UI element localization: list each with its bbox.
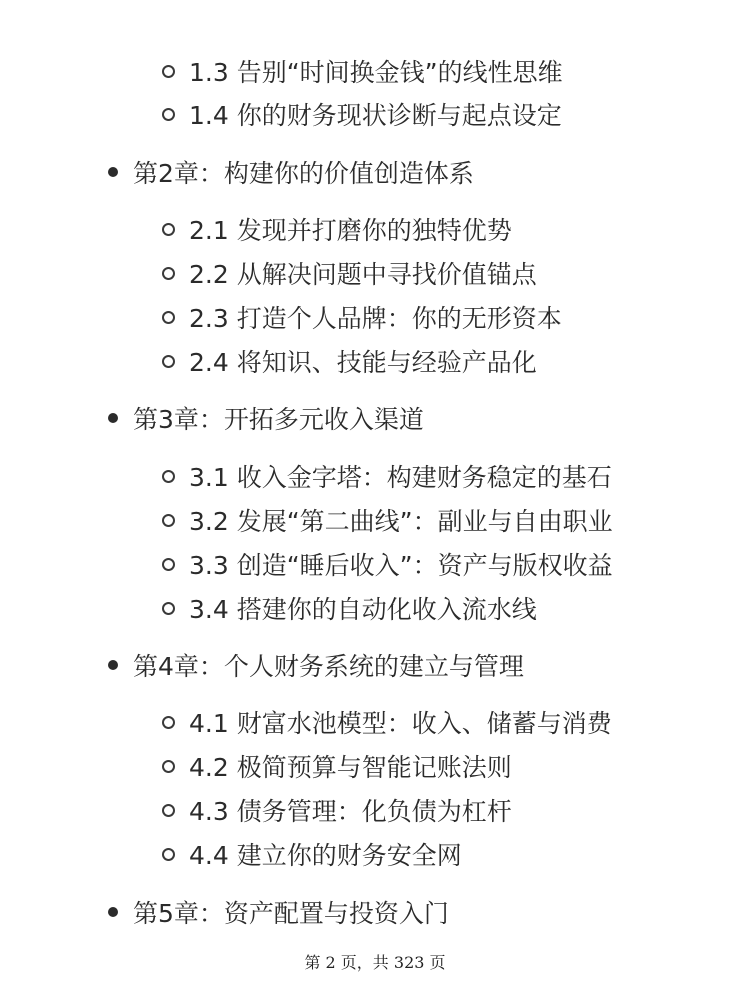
- toc-subsection-label: 3.2 发展“第二曲线”：副业与自由职业: [189, 507, 613, 536]
- toc-subsection-label: 3.4 搭建你的自动化收入流水线: [189, 595, 537, 624]
- toc-subsection: [162, 792, 512, 828]
- toc-subsection: [162, 546, 613, 582]
- toc-subsection-label: 3.1 收入金字塔：构建财务稳定的基石: [189, 463, 612, 492]
- toc-subsection: [162, 299, 562, 335]
- hollow-bullet-icon: [162, 716, 175, 729]
- hollow-bullet-icon: [162, 311, 175, 324]
- toc-subsection: [162, 53, 563, 89]
- toc-chapter: [108, 894, 449, 930]
- hollow-bullet-icon: [162, 108, 175, 121]
- toc-subsection: [162, 704, 612, 740]
- hollow-bullet-icon: [162, 558, 175, 571]
- toc-subsection-label: 4.4 建立你的财务安全网: [189, 841, 462, 870]
- page-number-footer: 第 2 页，共 323 页: [304, 953, 446, 972]
- toc-chapter-label: 第4章：个人财务系统的建立与管理: [133, 652, 524, 681]
- hollow-bullet-icon: [162, 223, 175, 236]
- toc-subsection: [162, 590, 537, 626]
- toc-subsection-label: 2.1 发现并打磨你的独特优势: [189, 216, 512, 245]
- toc-subsection-label: 4.2 极简预算与智能记账法则: [189, 753, 512, 782]
- toc-subsection: [162, 211, 512, 247]
- toc-subsection-label: 4.3 债务管理：化负债为杠杆: [189, 797, 512, 826]
- toc-chapter: [108, 400, 424, 436]
- toc-chapter-label: 第3章：开拓多元收入渠道: [133, 405, 424, 434]
- toc-subsection-label: 2.3 打造个人品牌：你的无形资本: [189, 304, 562, 333]
- solid-bullet-icon: [108, 413, 118, 423]
- solid-bullet-icon: [108, 167, 118, 177]
- toc-subsection: [162, 748, 512, 784]
- hollow-bullet-icon: [162, 804, 175, 817]
- toc-chapter-label: 第2章：构建你的价值创造体系: [133, 159, 474, 188]
- toc-subsection-label: 3.3 创造“睡后收入”：资产与版权收益: [189, 551, 613, 580]
- toc-subsection-label: 1.3 告别“时间换金钱”的线性思维: [189, 58, 563, 87]
- hollow-bullet-icon: [162, 514, 175, 527]
- toc-subsection: [162, 836, 462, 872]
- solid-bullet-icon: [108, 660, 118, 670]
- toc-chapter: [108, 647, 524, 683]
- toc-chapter-label: 第5章：资产配置与投资入门: [133, 899, 449, 928]
- hollow-bullet-icon: [162, 267, 175, 280]
- hollow-bullet-icon: [162, 760, 175, 773]
- hollow-bullet-icon: [162, 848, 175, 861]
- toc-subsection-label: 2.2 从解决问题中寻找价值锚点: [189, 260, 537, 289]
- solid-bullet-icon: [108, 907, 118, 917]
- hollow-bullet-icon: [162, 355, 175, 368]
- toc-subsection: [162, 502, 613, 538]
- toc-subsection-label: 1.4 你的财务现状诊断与起点设定: [189, 101, 562, 130]
- hollow-bullet-icon: [162, 470, 175, 483]
- toc-subsection: [162, 255, 537, 291]
- toc-chapter: [108, 154, 474, 190]
- hollow-bullet-icon: [162, 602, 175, 615]
- toc-subsection: [162, 343, 537, 379]
- toc-subsection: [162, 96, 562, 132]
- toc-subsection: [162, 458, 612, 494]
- toc-subsection-label: 4.1 财富水池模型：收入、储蓄与消费: [189, 709, 612, 738]
- hollow-bullet-icon: [162, 65, 175, 78]
- toc-subsection-label: 2.4 将知识、技能与经验产品化: [189, 348, 537, 377]
